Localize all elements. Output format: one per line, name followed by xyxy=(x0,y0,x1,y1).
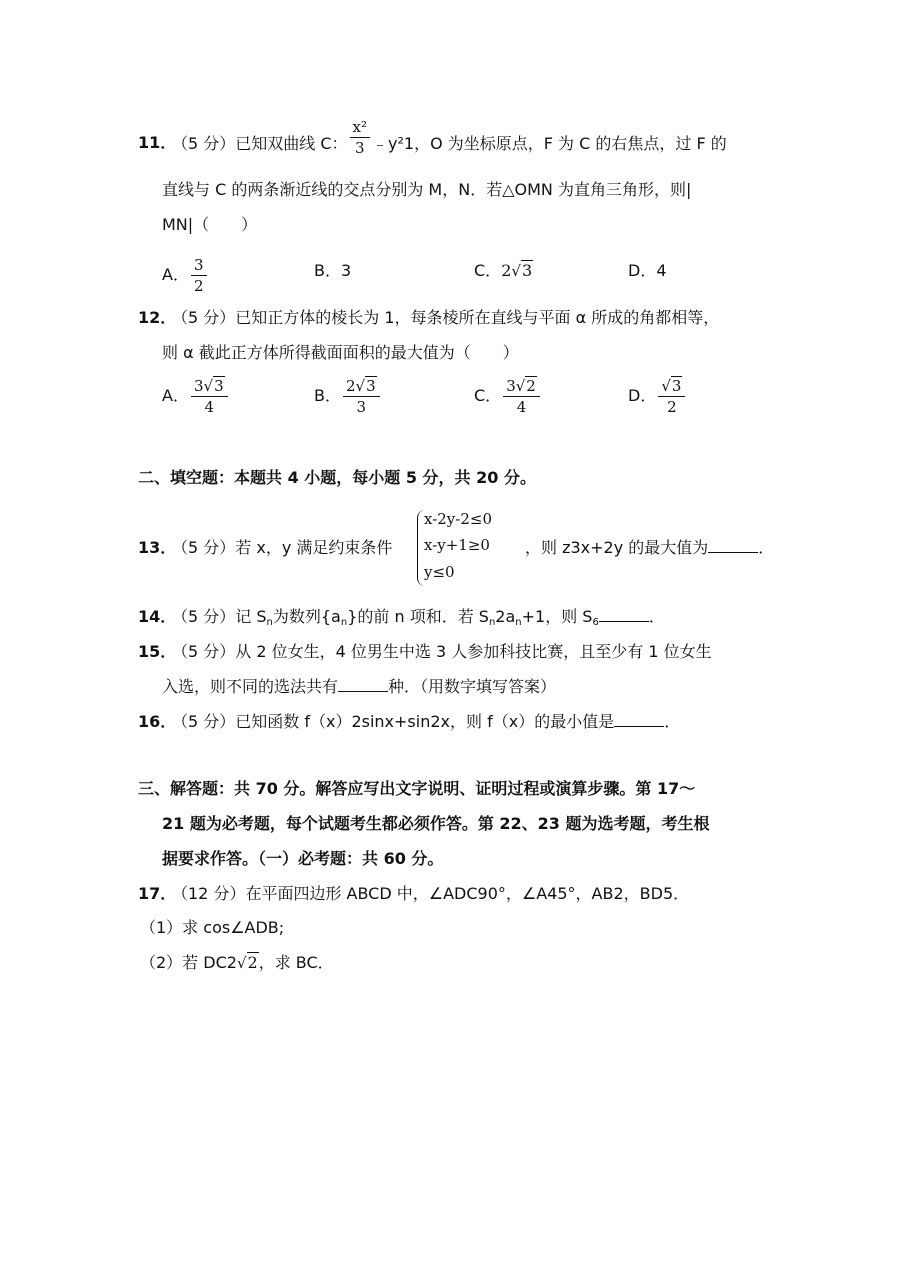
section3-line2: 21 题为必考题，每个试题考生都必须作答。第 22、23 题为选考题，考生根 xyxy=(162,814,710,833)
q14-s3: n xyxy=(488,617,496,628)
q15-line2 xyxy=(162,675,556,699)
q12-option-c-label: C． xyxy=(474,386,502,405)
q12-number: 12． xyxy=(138,308,177,327)
q13-end: ． xyxy=(758,538,775,557)
q16-text xyxy=(172,710,680,734)
q13-constraint-3: y≤0 xyxy=(424,563,455,581)
q15-line1: （5 分）从 2 位女生，4 位男生中选 3 人参加科技比赛，且至少有 1 位女生 xyxy=(172,642,712,661)
section2-heading: 二、填空题：本题共 4 小题，每小题 5 分，共 20 分。 xyxy=(138,468,536,487)
q11-option-d[interactable] xyxy=(628,259,667,283)
q12-option-b[interactable] xyxy=(314,376,382,417)
q12-d-den: 2 xyxy=(667,398,677,416)
q11-option-c-radical: 2√3 xyxy=(501,261,533,280)
q12-a-coef: 3 xyxy=(193,377,204,395)
q12-d-rad: 3 xyxy=(671,377,682,395)
q15-number: 15． xyxy=(138,642,177,661)
q13-pre: （5 分）若 x，y 满足约束条件 xyxy=(172,538,393,557)
q14-s4: n xyxy=(515,617,522,628)
q17-part2-pre: （2）若 DC2 xyxy=(140,953,237,972)
section3-line3: 据要求作答。（一）必考题：共 60 分。 xyxy=(162,849,444,868)
q12-a-rad: 3 xyxy=(214,377,224,395)
q13-constraint-system xyxy=(417,510,528,586)
q13-answer-blank[interactable] xyxy=(708,538,758,553)
q14-answer-blank[interactable] xyxy=(599,607,649,622)
q11-frac-num: x² xyxy=(350,117,370,138)
q13-constraint-2: x-y+1≥0 xyxy=(424,536,490,554)
q11-option-b-label: B． xyxy=(314,261,341,280)
q16-number: 16． xyxy=(138,712,177,731)
q11-option-a[interactable] xyxy=(162,255,209,296)
q14-t2: 为数列{a xyxy=(272,607,341,626)
q12-c-coef: 3 xyxy=(506,377,516,395)
q12-a-den: 4 xyxy=(204,398,215,416)
q12-option-d-fraction: $\frac{√3}{2}$ xyxy=(658,376,685,417)
q11-line2: 直线与 C 的两条渐近线的交点分别为 M，N．若△OMN 为直角三角形，则| xyxy=(162,180,692,199)
q11-option-c[interactable] xyxy=(474,259,533,283)
q12-option-b-label: B． xyxy=(314,386,341,405)
q17-part2-radical: √2 xyxy=(236,953,258,972)
q12-line2: 则 α 截此正方体所得截面面积的最大值为（ ） xyxy=(162,343,519,362)
q13-post-text: ，则 z3x+2y 的最大值为 xyxy=(525,538,709,557)
q12-option-a[interactable] xyxy=(162,376,230,417)
q12-b-coef: 2 xyxy=(345,377,356,395)
q12-option-c[interactable] xyxy=(474,376,542,417)
q17-part2 xyxy=(140,951,334,975)
q11-pre: （5 分）已知双曲线 C： xyxy=(172,134,348,153)
q17-part2-rad: 2 xyxy=(247,953,258,972)
q11-post: ﹣y²1，O 为坐标原点，F 为 C 的右焦点，过 F 的 xyxy=(372,134,727,153)
q14-s2: n xyxy=(340,617,348,628)
q11-frac-den: 3 xyxy=(355,139,365,157)
q14-t4: 2a xyxy=(495,607,516,626)
q16-end: ． xyxy=(664,712,681,731)
q12-option-a-label: A． xyxy=(162,386,189,405)
q11-line3: MN|（ ） xyxy=(162,215,258,234)
q12-option-c-fraction: $\frac{3√2}{4}$ xyxy=(503,376,540,417)
q11-number: 11． xyxy=(138,133,177,152)
section3-line1: 三、解答题：共 70 分。解答应写出文字说明、证明过程或演算步骤。第 17～ xyxy=(138,779,696,798)
q11-a-num: 3 xyxy=(191,255,207,276)
q11-c-coef: 2 xyxy=(501,261,512,280)
q12-option-b-fraction: $\frac{2√3}{3}$ xyxy=(343,376,380,417)
q11-fraction xyxy=(350,117,370,158)
q17-number: 17． xyxy=(138,884,177,903)
q17-part2-post: ，求 BC． xyxy=(258,953,334,972)
q11-option-a-fraction xyxy=(191,255,207,296)
q14-number: 14． xyxy=(138,607,177,626)
q11-option-c-label: C． xyxy=(474,261,502,280)
q14-s1: n xyxy=(266,617,273,628)
q14-t5: +1，则 S xyxy=(521,607,593,626)
q12-option-d[interactable] xyxy=(628,376,687,417)
q12-line1: （5 分）已知正方体的棱长为 1，每条棱所在直线与平面 α 所成的角都相等， xyxy=(172,308,720,327)
q11-option-d-value: 4 xyxy=(656,261,667,280)
q12-c-rad: 2 xyxy=(526,377,536,395)
q15-line2b: 种．（用数字填写答案） xyxy=(388,677,557,696)
q14-t3: }的前 n 项和．若 S xyxy=(347,607,489,626)
q16-answer-blank[interactable] xyxy=(614,712,664,727)
q17-text: （12 分）在平面四边形 ABCD 中，∠ADC90°，∠A45°，AB2，BD5． xyxy=(172,884,690,903)
q12-option-d-label: D． xyxy=(628,386,657,405)
q13-post xyxy=(525,536,774,560)
q13-number: 13． xyxy=(138,538,177,557)
q13-constraint-1: x-2y-2≤0 xyxy=(424,510,493,528)
q11-option-b-value: 3 xyxy=(340,261,352,280)
q11-line1 xyxy=(172,118,727,158)
q14-text xyxy=(172,605,665,635)
q11-a-den: 2 xyxy=(193,277,204,295)
q11-option-d-label: D． xyxy=(628,261,657,280)
q15-line2a: 入选，则不同的选法共有 xyxy=(162,677,339,696)
q12-b-rad: 3 xyxy=(366,377,376,395)
q14-s5: 6 xyxy=(592,617,599,628)
q11-c-rad: 3 xyxy=(521,261,533,280)
q15-answer-blank[interactable] xyxy=(338,677,388,692)
q14-end: ． xyxy=(648,607,665,626)
q11-option-b[interactable] xyxy=(314,259,351,283)
q12-c-den: 4 xyxy=(516,398,527,416)
q12-option-a-fraction: $\frac{3√3}{4}$ xyxy=(191,376,228,417)
q14-t1: （5 分）记 S xyxy=(172,607,267,626)
q11-option-a-label: A． xyxy=(162,265,189,284)
q16-text-body: （5 分）已知函数 f（x）2sinx+sin2x，则 f（x）的最小值是 xyxy=(172,712,615,731)
q17-part1: （1）求 cos∠ADB; xyxy=(140,918,285,937)
q12-b-den: 3 xyxy=(356,398,367,416)
